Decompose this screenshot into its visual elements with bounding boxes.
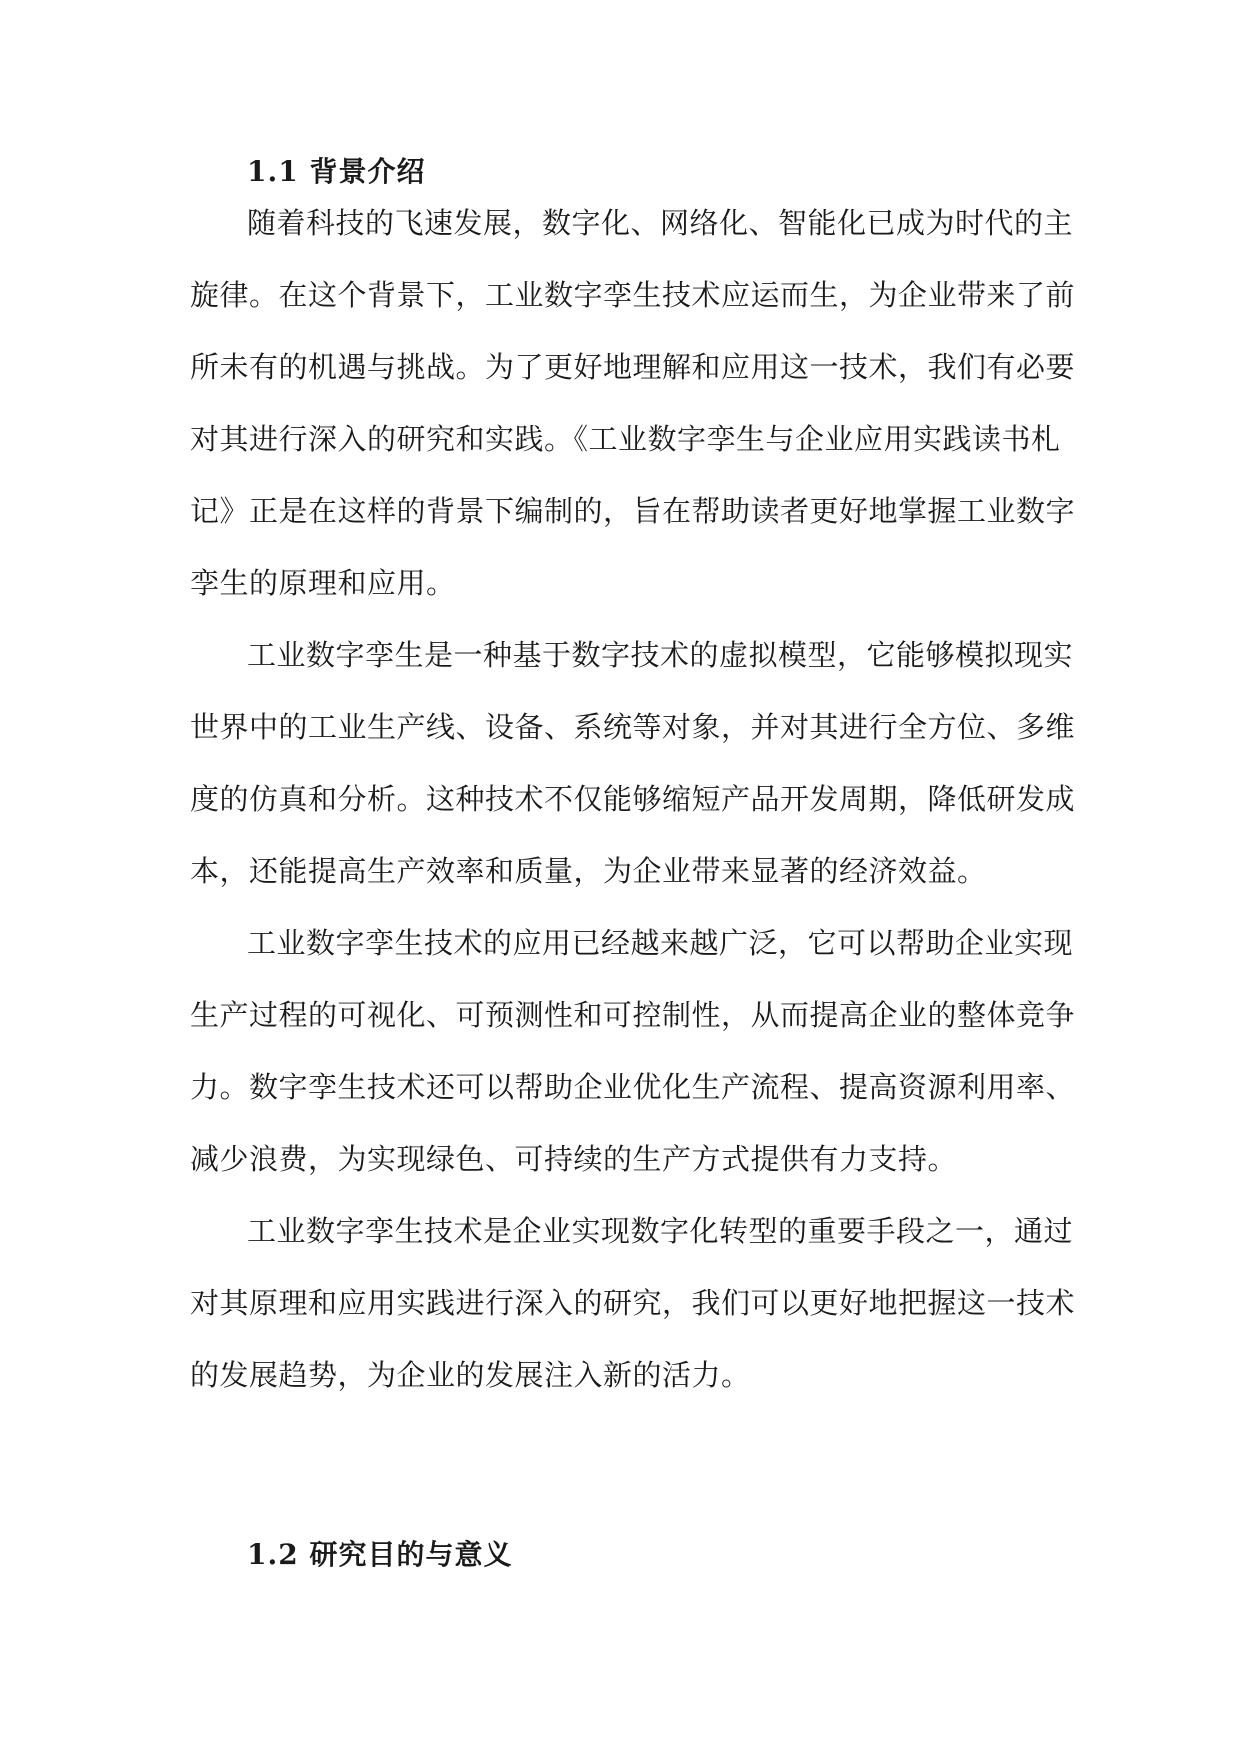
- paragraph-3-line-2: 生产过程的可视化、可预测性和可控制性，从而提高企业的整体竞争: [190, 998, 1076, 1032]
- paragraph-2-line-3: 度的仿真和分析。这种技术不仅能够缩短产品开发周期，降低研发成: [190, 782, 1076, 816]
- paragraph-4-line-3: 的发展趋势，为企业的发展注入新的活力。: [190, 1358, 751, 1392]
- section-heading-1-1: 1.1 背景介绍: [247, 155, 426, 188]
- paragraph-1-line-3: 所未有的机遇与挑战。为了更好地理解和应用这一技术，我们有必要: [190, 350, 1076, 384]
- paragraph-3-line-4: 减少浪费，为实现绿色、可持续的生产方式提供有力支持。: [190, 1142, 958, 1176]
- paragraph-1-line-5: 记》正是在这样的背景下编制的，旨在帮助读者更好地掌握工业数字: [190, 494, 1076, 528]
- paragraph-4-line-2: 对其原理和应用实践进行深入的研究，我们可以更好地把握这一技术: [190, 1286, 1076, 1320]
- paragraph-3-line-3: 力。数字孪生技术还可以帮助企业优化生产流程、提高资源利用率、: [190, 1070, 1076, 1104]
- section-heading-1-2: 1.2 研究目的与意义: [247, 1538, 513, 1571]
- paragraph-1-line-4: 对其进行深入的研究和实践。《工业数字孪生与企业应用实践读书札: [190, 422, 1061, 456]
- paragraph-4-line-1: 工业数字孪生技术是企业实现数字化转型的重要手段之一，通过: [247, 1214, 1074, 1248]
- paragraph-1-line-2: 旋律。在这个背景下，工业数字孪生技术应运而生，为企业带来了前: [190, 278, 1076, 312]
- paragraph-3-line-1: 工业数字孪生技术的应用已经越来越广泛，它可以帮助企业实现: [247, 926, 1074, 960]
- paragraph-2-line-1: 工业数字孪生是一种基于数字技术的虚拟模型，它能够模拟现实: [247, 638, 1074, 672]
- paragraph-1-line-6: 孪生的原理和应用。: [190, 566, 456, 600]
- paragraph-2-line-2: 世界中的工业生产线、设备、系统等对象，并对其进行全方位、多维: [190, 710, 1076, 744]
- paragraph-2-line-4: 本，还能提高生产效率和质量，为企业带来显著的经济效益。: [190, 854, 987, 888]
- paragraph-1-line-1: 随着科技的飞速发展，数字化、网络化、智能化已成为时代的主: [247, 206, 1074, 240]
